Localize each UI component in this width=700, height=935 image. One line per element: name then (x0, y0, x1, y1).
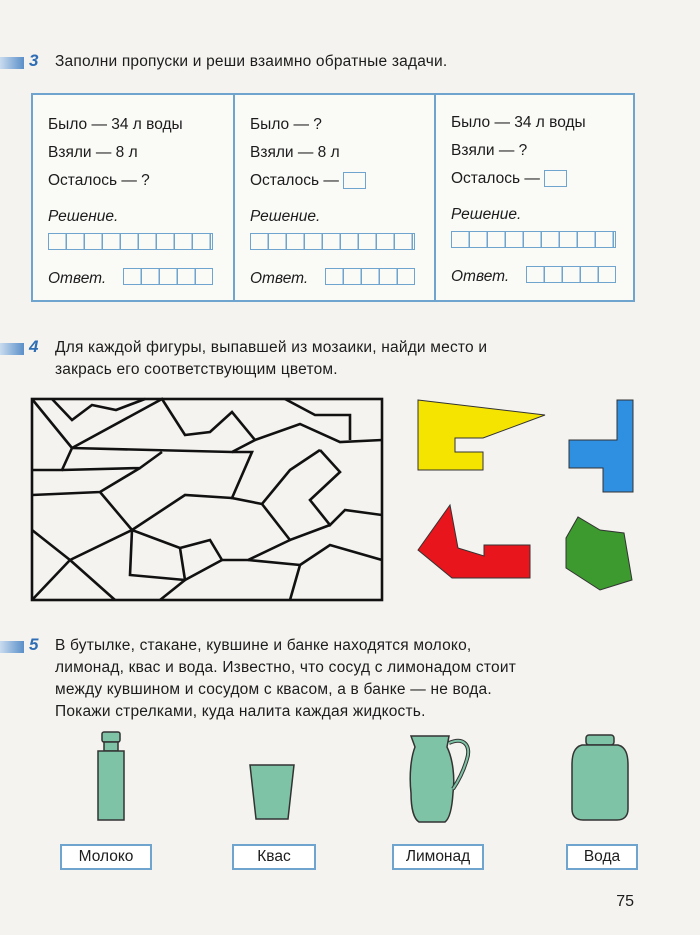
mosaic-line-13 (70, 560, 115, 600)
red-piece (418, 505, 530, 578)
jar-icon[interactable] (570, 733, 630, 823)
task3-c1-answer-label: Ответ. (48, 270, 107, 287)
task5-text-line4: Покажи стрелками, куда налита каждая жидкость. (55, 703, 426, 720)
mosaic-line-12 (32, 530, 290, 560)
page-number: 75 (616, 893, 634, 910)
mosaic-line-8 (32, 468, 140, 495)
task3-c1-line3: Осталось — ? (48, 172, 150, 189)
mosaic-line-3 (72, 399, 382, 448)
label-kvass[interactable]: Квас (232, 844, 316, 870)
task3-instruction: Заполни пропуски и реши взаимно обратные задачи. (55, 53, 448, 70)
mosaic-grid (32, 399, 382, 600)
task3-c2-solution-label: Решение. (250, 208, 321, 225)
task3-c3-line2: Взяли — ? (451, 142, 528, 159)
task5-marker (0, 641, 24, 653)
task3-c3-line1: Было — 34 л воды (451, 114, 586, 131)
mosaic-line-1 (32, 399, 72, 470)
mosaic-line-16 (248, 560, 300, 600)
yellow-piece (418, 400, 545, 470)
task3-c3-solution-label: Решение. (451, 206, 522, 223)
mosaic-line-5 (72, 440, 255, 452)
green-piece (566, 517, 632, 590)
task5-text-line1: В бутылке, стакане, кувшине и банке находятся молоко, (55, 637, 472, 654)
task5-text-line2: лимонад, квас и вода. Известно, что сосуд с лимонадом стоит (55, 659, 516, 676)
task3-c3-answer-label: Ответ. (451, 268, 510, 285)
task4-instruction-line1: Для каждой фигуры, выпавшей из мозаики, найди место и (55, 339, 488, 356)
mosaic-line-15 (32, 560, 70, 600)
mosaic-line-19 (130, 530, 185, 580)
mosaic-line-14 (180, 548, 222, 580)
blue-piece (569, 400, 633, 492)
mosaic-line-17 (300, 545, 382, 565)
task5-number: 5 (29, 635, 39, 654)
jug-icon[interactable] (405, 733, 475, 825)
task5-text-line3: между кувшином и сосудом с квасом, а в банке — не вода. (55, 681, 492, 698)
task3-c2-answer-label: Ответ. (250, 270, 309, 287)
task3-c1-solution-label: Решение. (48, 208, 119, 225)
task3-c2-line1: Было — ? (250, 116, 322, 133)
mosaic-line-4 (285, 399, 350, 440)
task4-instruction-line2: закрась его соответствующим цветом. (55, 361, 338, 378)
bottle-icon[interactable] (90, 730, 135, 825)
mosaic-line-10 (310, 450, 382, 525)
task3-c2-line2: Взяли — 8 л (250, 144, 340, 161)
label-milk[interactable]: Молоко (60, 844, 152, 870)
mosaic-line-9 (100, 492, 232, 530)
mosaic-line-7 (232, 450, 320, 504)
mosaic-frame (32, 399, 382, 600)
label-water[interactable]: Вода (566, 844, 638, 870)
task4-number: 4 (29, 337, 39, 356)
label-lemonade[interactable]: Лимонад (392, 844, 484, 870)
mosaic-line-18 (160, 580, 185, 600)
mosaic-line-6 (62, 452, 162, 470)
task3-c3-line3: Осталось — (451, 170, 540, 187)
task3-c1-line2: Взяли — 8 л (48, 144, 138, 161)
task3-number: 3 (29, 51, 39, 70)
mosaic-line-11 (262, 504, 330, 540)
glass-icon[interactable] (247, 762, 297, 822)
task3-c1-line1: Было — 34 л воды (48, 116, 183, 133)
task3-c2-line3: Осталось — (250, 172, 339, 189)
